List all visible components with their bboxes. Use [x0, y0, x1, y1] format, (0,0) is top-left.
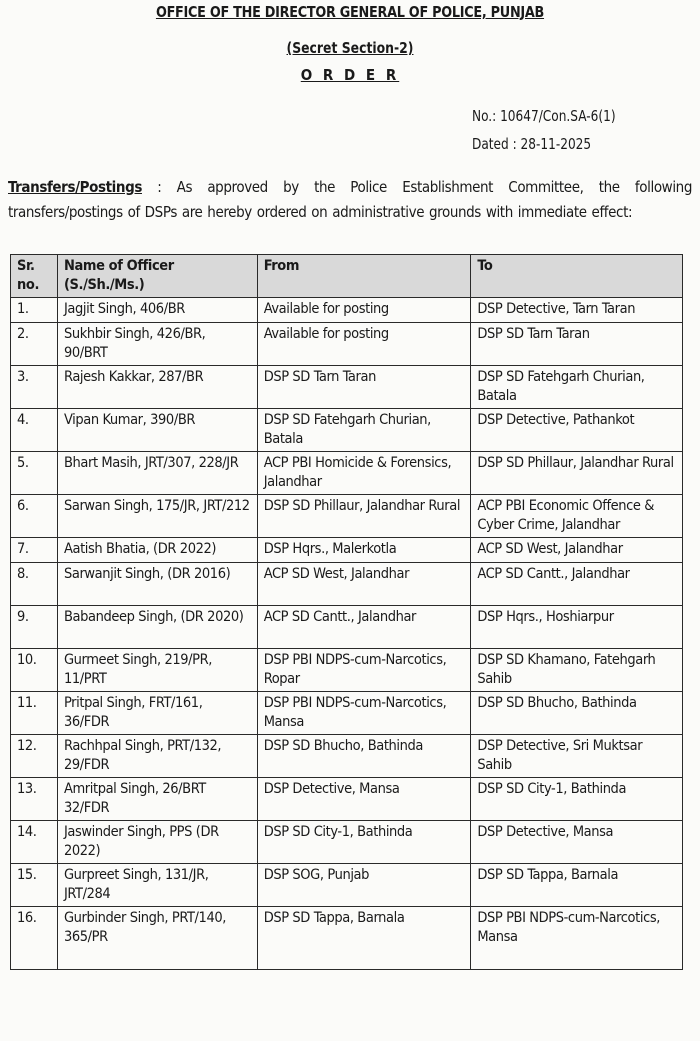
cell-to: DSP Hqrs., Hoshiarpur	[471, 606, 683, 649]
cell-name: Rajesh Kakkar, 287/BR	[57, 366, 257, 409]
cell-sr: 8.	[11, 563, 58, 606]
cell-from: DSP PBI NDPS-cum-Narcotics, Mansa	[257, 692, 471, 735]
cell-to: DSP SD Fatehgarh Churian, Batala	[471, 366, 683, 409]
cell-sr: 10.	[11, 649, 58, 692]
table-row	[11, 606, 683, 649]
cell-to: DSP SD Tappa, Barnala	[471, 864, 683, 907]
cell-name: Gurmeet Singh, 219/PR, 11/PRT	[57, 649, 257, 692]
cell-to: DSP SD Khamano, Fatehgarh Sahib	[471, 649, 683, 692]
table-row	[11, 692, 683, 735]
cell-sr: 2.	[11, 323, 58, 366]
cell-sr: 14.	[11, 821, 58, 864]
cell-name: Sukhbir Singh, 426/BR, 90/BRT	[57, 323, 257, 366]
cell-to: DSP SD Tarn Taran	[471, 323, 683, 366]
cell-from: DSP SD Bhucho, Bathinda	[257, 735, 471, 778]
cell-from: DSP SD City-1, Bathinda	[257, 821, 471, 864]
cell-name: Gurbinder Singh, PRT/140, 365/PR	[57, 907, 257, 970]
cell-sr: 5.	[11, 452, 58, 495]
table-row	[11, 563, 683, 606]
cell-sr: 12.	[11, 735, 58, 778]
cell-to: DSP Detective, Sri Muktsar Sahib	[471, 735, 683, 778]
cell-sr: 6.	[11, 495, 58, 538]
table-row	[11, 495, 683, 538]
cell-to: DSP Detective, Pathankot	[471, 409, 683, 452]
intro-paragraph	[8, 175, 692, 225]
cell-name: Jagjit Singh, 406/BR	[57, 298, 257, 323]
intro-lead: Transfers/Postings	[8, 178, 142, 196]
cell-from: DSP SD Phillaur, Jalandhar Rural	[257, 495, 471, 538]
cell-name: Jaswinder Singh, PPS (DR 2022)	[57, 821, 257, 864]
cell-sr: 13.	[11, 778, 58, 821]
table-row	[11, 735, 683, 778]
transfers-table	[10, 254, 683, 970]
table-row	[11, 452, 683, 495]
cell-name: Aatish Bhatia, (DR 2022)	[57, 538, 257, 563]
cell-from: DSP PBI NDPS-cum-Narcotics, Ropar	[257, 649, 471, 692]
section-label: (Secret Section-2)	[286, 39, 414, 57]
office-title: OFFICE OF THE DIRECTOR GENERAL OF POLICE, PUNJAB	[155, 3, 545, 21]
cell-name: Sarwan Singh, 175/JR, JRT/212	[57, 495, 257, 538]
cell-to: DSP SD City-1, Bathinda	[471, 778, 683, 821]
cell-sr: 16.	[11, 907, 58, 970]
table-row	[11, 778, 683, 821]
cell-to: ACP PBI Economic Offence & Cyber Crime, Jalandhar	[471, 495, 683, 538]
cell-from: DSP Detective, Mansa	[257, 778, 471, 821]
cell-to: DSP SD Bhucho, Bathinda	[471, 692, 683, 735]
table-row	[11, 409, 683, 452]
table-body	[11, 298, 683, 970]
cell-to: DSP Detective, Tarn Taran	[471, 298, 683, 323]
cell-to: DSP PBI NDPS-cum-Narcotics, Mansa	[471, 907, 683, 970]
header-name: Name of Officer (S./Sh./Ms.)	[57, 255, 257, 298]
cell-from: DSP Hqrs., Malerkotla	[257, 538, 471, 563]
cell-from: DSP SOG, Punjab	[257, 864, 471, 907]
cell-sr: 9.	[11, 606, 58, 649]
cell-name: Pritpal Singh, FRT/161, 36/FDR	[57, 692, 257, 735]
cell-to: DSP Detective, Mansa	[471, 821, 683, 864]
cell-sr: 3.	[11, 366, 58, 409]
cell-from: ACP SD West, Jalandhar	[257, 563, 471, 606]
table-row	[11, 298, 683, 323]
header-from: From	[257, 255, 471, 298]
cell-from: ACP SD Cantt., Jalandhar	[257, 606, 471, 649]
table-row	[11, 821, 683, 864]
cell-name: Vipan Kumar, 390/BR	[57, 409, 257, 452]
cell-name: Rachhpal Singh, PRT/132, 29/FDR	[57, 735, 257, 778]
table-row	[11, 649, 683, 692]
cell-name: Amritpal Singh, 26/BRT 32/FDR	[57, 778, 257, 821]
table-row	[11, 366, 683, 409]
cell-from: ACP PBI Homicide & Forensics, Jalandhar	[257, 452, 471, 495]
intro-text-1: : As approved by the Police Establishment Committee, the following	[141, 178, 692, 196]
cell-to: ACP SD Cantt., Jalandhar	[471, 563, 683, 606]
cell-from: Available for posting	[257, 298, 471, 323]
cell-name: Babandeep Singh, (DR 2020)	[57, 606, 257, 649]
cell-from: DSP SD Fatehgarh Churian, Batala	[257, 409, 471, 452]
order-label: O R D E R	[300, 66, 400, 84]
order-date: Dated : 28-11-2025	[472, 135, 592, 153]
cell-sr: 15.	[11, 864, 58, 907]
table-row	[11, 864, 683, 907]
cell-sr: 7.	[11, 538, 58, 563]
cell-name: Bhart Masih, JRT/307, 228/JR	[57, 452, 257, 495]
intro-line-1	[8, 175, 692, 200]
cell-name: Gurpreet Singh, 131/JR, JRT/284	[57, 864, 257, 907]
cell-to: DSP SD Phillaur, Jalandhar Rural	[471, 452, 683, 495]
cell-name: Sarwanjit Singh, (DR 2016)	[57, 563, 257, 606]
intro-text-2: transfers/postings of DSPs are hereby ordered on administrative grounds with immediate effect:	[8, 203, 633, 221]
table-row	[11, 323, 683, 366]
cell-from: DSP SD Tarn Taran	[257, 366, 471, 409]
reference-number: No.: 10647/Con.SA-6(1)	[472, 107, 616, 125]
cell-sr: 11.	[11, 692, 58, 735]
header-sr-no: Sr. no.	[11, 255, 58, 298]
table-row	[11, 907, 683, 970]
cell-from: DSP SD Tappa, Barnala	[257, 907, 471, 970]
cell-sr: 1.	[11, 298, 58, 323]
cell-sr: 4.	[11, 409, 58, 452]
table-row	[11, 538, 683, 563]
table-header-row	[11, 255, 683, 298]
cell-from: Available for posting	[257, 323, 471, 366]
cell-to: ACP SD West, Jalandhar	[471, 538, 683, 563]
header-to: To	[471, 255, 683, 298]
